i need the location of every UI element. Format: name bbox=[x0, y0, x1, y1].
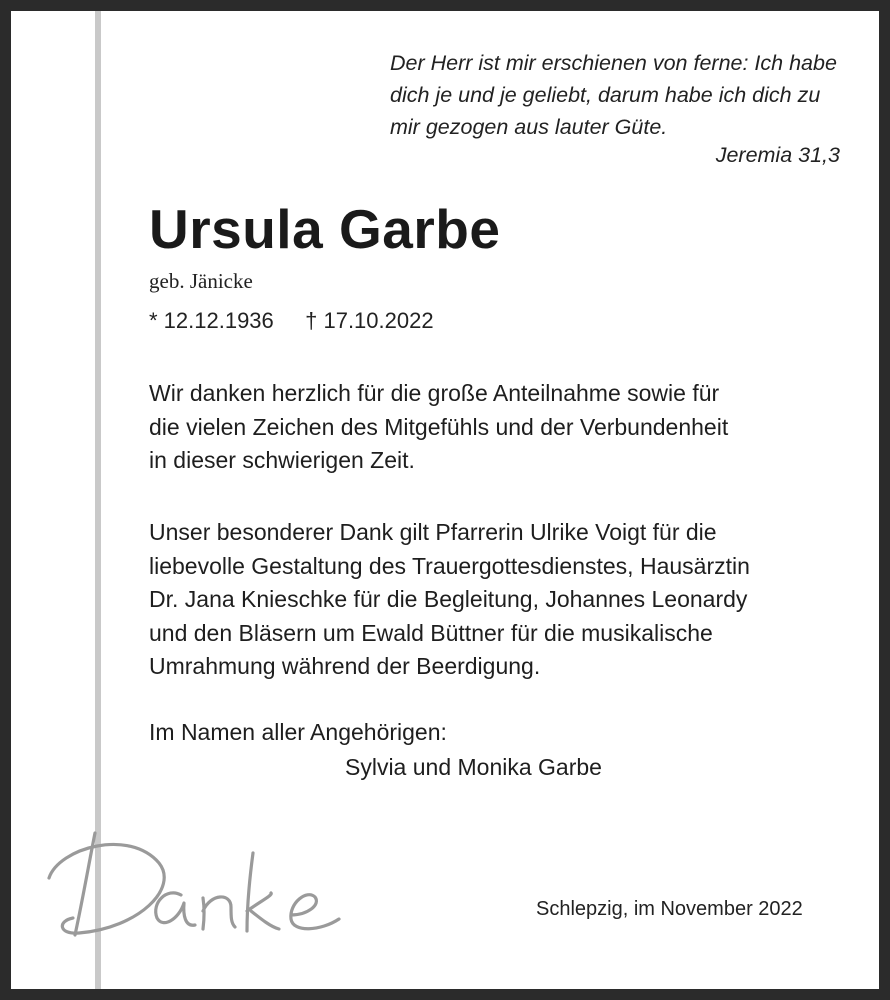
birth-date: * 12.12.1936 bbox=[149, 308, 274, 333]
text-line: die vielen Zeichen des Mitgefühls und der Verbundenheit bbox=[149, 413, 729, 440]
thanks-paragraph-2 bbox=[149, 516, 849, 684]
maiden-name: geb. Jänicke bbox=[149, 269, 253, 293]
danke-script-logo bbox=[39, 823, 349, 943]
thanks-paragraph-1 bbox=[149, 377, 849, 478]
text-line: liebevolle Gestaltung des Trauergottesdienstes, Hausärztin bbox=[149, 552, 750, 579]
death-date: † 17.10.2022 bbox=[305, 308, 434, 333]
text-line: Unser besonderer Dank gilt Pfarrerin Ulrike Voigt für die bbox=[149, 519, 717, 545]
life-dates bbox=[149, 308, 434, 334]
text-line: Wir danken herzlich für die große Anteilnahme sowie für bbox=[149, 380, 720, 406]
obituary-card bbox=[11, 11, 879, 989]
text-line: Dr. Jana Knieschke für die Begleitung, Johannes Leonardy bbox=[149, 586, 748, 612]
place-and-date: Schlepzig, im November 2022 bbox=[536, 898, 803, 920]
quote-source: Jeremia 31,3 bbox=[715, 143, 840, 167]
text-line: und den Bläsern um Ewald Büttner für die musikalische bbox=[149, 619, 713, 646]
quote-line: dich je und je geliebt, darum habe ich dich zu bbox=[390, 83, 821, 107]
text-line: in dieser schwierigen Zeit. bbox=[149, 447, 415, 473]
signers: Sylvia und Monika Garbe bbox=[345, 754, 602, 780]
text-line: Umrahmung während der Beerdigung. bbox=[149, 653, 541, 679]
quote-line: mir gezogen aus lauter Güte. bbox=[390, 115, 668, 139]
signoff: Im Namen aller Angehörigen: bbox=[149, 719, 447, 745]
quote-line: Der Herr ist mir erschienen von ferne: Ich habe bbox=[390, 51, 837, 75]
deceased-name: Ursula Garbe bbox=[149, 198, 501, 260]
bible-quote bbox=[390, 47, 850, 143]
